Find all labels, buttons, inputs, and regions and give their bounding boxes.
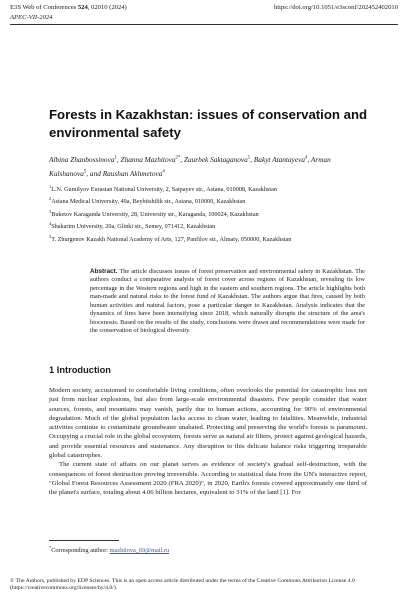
paragraph: The current state of affairs on our planet serves as evidence of society's gradual self-destruction, with the consequences of forest destruction proving irreversible. According to statistical data from the UN's interactive report, "Global Forest Resources Assessment 2020 (FRA 2020)", in 2020, Earth's forests covered approximately one third of the planet's surface, totaling about 4.06 billion hectares, equivalent to 31% of the land [1]. For — [49, 461, 367, 497]
corresponding-email-link[interactable]: mazhitova_69@mail.ru — [109, 547, 170, 555]
paper-title: Forests in Kazakhstan: issues of conservation and environmental safety — [49, 107, 368, 140]
header-rule — [10, 24, 398, 25]
affiliation: $^1$L.N. Gumilyov Eurasian National University, 2, Satpayev str., Astana, 010008, Kazakhstan — [49, 184, 277, 194]
section-title: Introduction — [56, 365, 111, 375]
footnote: *Corresponding author: mazhitova_69@mail.ru — [49, 545, 170, 555]
author: Raushan Akhmetova$^4$ — [102, 168, 165, 178]
author: Zhanna Mazhitova$^{2*}$, — [120, 155, 184, 165]
affiliation: $^5$T. Zhurgenov Kazakh National Academy of Arts, 127, Panfilov str., Almaty, 050000, Kazakhstan — [49, 233, 292, 243]
author-list — [49, 153, 369, 180]
footnote-label: Corresponding author: — [51, 547, 110, 555]
affiliation: $^4$Shakarim University, 20a, Glinki str., Semey, 071412, Kazakhstan — [49, 221, 216, 231]
journal-name: E3S Web of Conferences — [10, 4, 77, 11]
doi-link[interactable]: https://doi.org/10.1051/e3sconf/202452402010 — [273, 4, 398, 11]
conference-name: APEC-VII-2024 — [10, 14, 53, 21]
affiliation: $^2$Astana Medical University, 49a, Beybitshilik str., Astana, 010000, Kazakhstan — [49, 196, 246, 206]
affiliation-list — [49, 182, 389, 244]
author: Zaurbek Saktaganova$^1$, — [183, 155, 254, 165]
article-info: , 02010 (2024) — [87, 4, 127, 11]
paragraph: Modern society, accustomed to comfortable living conditions, often overlooks the potential for catastrophic loss not just from nuclear explosions, but also from large-scale environmental disasters. Few people consider that water sources, forests, and mountains may vanish, partly due to human actions, accounting for 90% of environmental degradation. Much of the global population lacks access to clean water, leading to fatalities. Meanwhile, industrial activities continue to contaminate groundwater unabated. Protecting and preserving the world's forests is paramount. Occupying a crucial role in the global ecosystem, forests serve as natural air filters, protect against geological hazards, and provide essential resources and sustenance. Any disruption to this delicate balance risks triggering irreparable global catastrophes. — [49, 387, 367, 460]
section-heading — [49, 365, 111, 375]
abstract-label: Abstract. — [90, 268, 118, 275]
author: Bakyt Atantayeva$^4$, — [253, 155, 311, 165]
journal-volume: 524 — [77, 4, 88, 11]
body-text — [49, 386, 367, 498]
author: Albina Zhanbossinova$^1$, — [49, 155, 121, 165]
abstract-text: The article discusses issues of forest preservation and environmental safety in Kazakhstan. The authors conduct a comparative analysis of forest cover across regions of Kazakhstan, revealing its low percentage in the Western regions and high in the eastern and southern regions. The article highlights both man-made and natural risks to the forest fund of Kazakhstan. The authors argue that fires, caused by both human activities and natural factors, pose a particular danger to Kazakhstan. Analysis indicates that the dynamics of fires have been intensifying since 2018, which naturally disrupts the structure of the area's biocenosis. Based on the results of the study, conclusions were drawn and recommendations were made for the conservation of biological diversity. — [90, 268, 365, 335]
footnote-rule — [49, 540, 119, 541]
license-notice: © The Authors, published by EDP Sciences. This is an open access article distributed under the terms of the Creative Commons Attribution License 4.0 (https://creativecommons.org/licenses/by/4.0/). — [10, 578, 355, 592]
abstract — [90, 268, 365, 336]
affiliation: $^3$Buketov Karaganda University, 28, University str., Karaganda, 100024, Kazakhstan — [49, 208, 259, 218]
journal-header — [10, 4, 127, 11]
section-number: 1 — [49, 365, 55, 375]
author: Arman Kulshanova$^5$, and — [49, 155, 331, 178]
